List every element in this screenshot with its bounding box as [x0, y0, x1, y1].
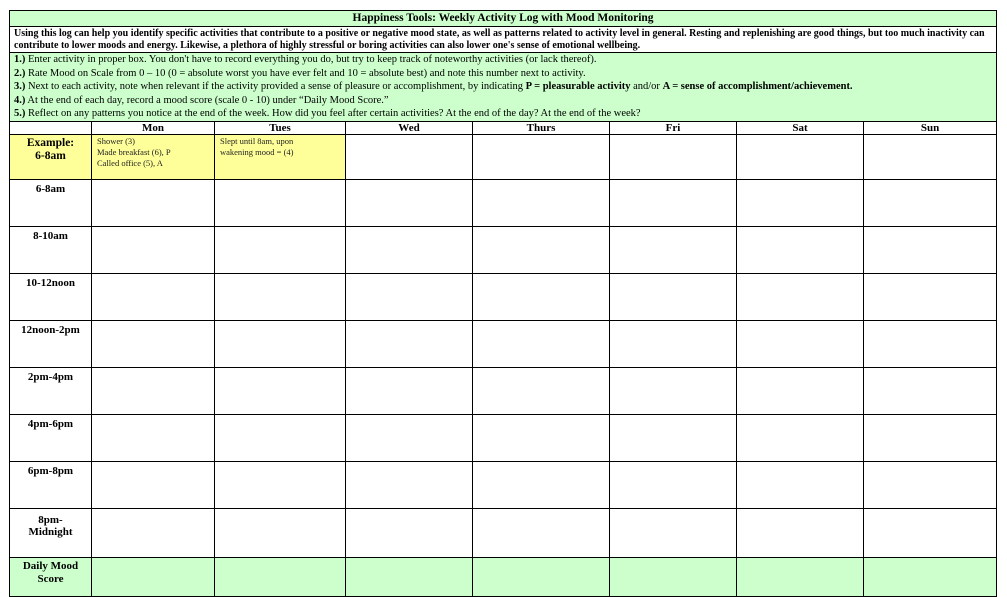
log-cell[interactable] — [610, 273, 737, 320]
mood-score-cell[interactable] — [610, 557, 737, 596]
instruction-5: 5.) Reflect on any patterns you notice at the end of the week. How did you feel after certain activities? At the end of the day? At the end of the week? — [14, 108, 641, 119]
day-header-fri: Fri — [610, 121, 737, 134]
example-thurs-cell[interactable] — [473, 134, 610, 179]
log-cell[interactable] — [737, 367, 864, 414]
log-cell[interactable] — [610, 226, 737, 273]
log-cell[interactable] — [737, 320, 864, 367]
log-cell[interactable] — [92, 320, 215, 367]
time-label: 6-8am — [10, 179, 92, 226]
daily-mood-label: Daily Mood Score — [10, 557, 92, 596]
instruction-3: 3.) Next to each activity, note when relevant if the activity provided a sense of pleasure or accomplishment, by indicating P = pleasurable activity and/or A = sense of accomplishment/achievement. — [14, 81, 853, 92]
example-mon-entry: Shower (3) Made breakfast (6), P Called office (5), A — [92, 134, 215, 179]
log-cell[interactable] — [864, 367, 997, 414]
log-cell[interactable] — [610, 414, 737, 461]
day-header-thurs: Thurs — [473, 121, 610, 134]
example-tues-entry: Slept until 8am, upon wakening mood = (4) — [215, 134, 346, 179]
time-row — [10, 414, 997, 461]
activity-log-sheet — [9, 10, 996, 597]
example-row — [10, 134, 997, 179]
log-cell[interactable] — [864, 273, 997, 320]
time-row — [10, 273, 997, 320]
instruction-1: 1.) Enter activity in proper box. You don't have to record everything you do, but try to keep track of noteworthy activities (or lack thereof). — [14, 54, 597, 65]
day-header-sun: Sun — [864, 121, 997, 134]
corner-cell — [10, 121, 92, 134]
log-cell[interactable] — [92, 508, 215, 557]
log-title: Happiness Tools: Weekly Activity Log with Mood Monitoring — [10, 11, 997, 27]
time-label: 2pm-4pm — [10, 367, 92, 414]
mood-score-cell[interactable] — [473, 557, 610, 596]
log-cell[interactable] — [215, 461, 346, 508]
log-cell[interactable] — [92, 226, 215, 273]
log-cell[interactable] — [737, 461, 864, 508]
example-sun-cell[interactable] — [864, 134, 997, 179]
example-sat-cell[interactable] — [737, 134, 864, 179]
day-header-tues: Tues — [215, 121, 346, 134]
log-cell[interactable] — [346, 461, 473, 508]
day-header-sat: Sat — [737, 121, 864, 134]
time-label: 12noon-2pm — [10, 320, 92, 367]
log-cell[interactable] — [864, 179, 997, 226]
log-cell[interactable] — [864, 414, 997, 461]
log-cell[interactable] — [737, 508, 864, 557]
log-cell[interactable] — [92, 414, 215, 461]
log-cell[interactable] — [215, 226, 346, 273]
log-cell[interactable] — [473, 273, 610, 320]
example-wed-cell[interactable] — [346, 134, 473, 179]
log-cell[interactable] — [610, 461, 737, 508]
log-cell[interactable] — [610, 367, 737, 414]
time-row — [10, 461, 997, 508]
log-cell[interactable] — [473, 226, 610, 273]
log-cell[interactable] — [215, 320, 346, 367]
mood-score-cell[interactable] — [92, 557, 215, 596]
example-fri-cell[interactable] — [610, 134, 737, 179]
log-cell[interactable] — [346, 367, 473, 414]
time-label: 8pm- Midnight — [10, 508, 92, 557]
time-label: 10-12noon — [10, 273, 92, 320]
log-cell[interactable] — [610, 179, 737, 226]
log-cell[interactable] — [92, 179, 215, 226]
log-cell[interactable] — [864, 226, 997, 273]
instruction-4: 4.) At the end of each day, record a mood score (scale 0 - 10) under “Daily Mood Score.” — [14, 94, 389, 106]
time-label: 8-10am — [10, 226, 92, 273]
time-row — [10, 367, 997, 414]
log-cell[interactable] — [737, 179, 864, 226]
intro-paragraph: Using this log can help you identify specific activities that contribute to a positive or negative mood state, as well as patterns related to activity level in general. Resting and replenishing are good things, but too much inactivity can contribute to lower moods and energy. Likewise, a plethora of highly stressful or boring activities can also lower one's sense of emotional wellbeing. — [10, 27, 997, 53]
log-cell[interactable] — [215, 273, 346, 320]
log-cell[interactable] — [92, 461, 215, 508]
time-row — [10, 226, 997, 273]
log-cell[interactable] — [215, 367, 346, 414]
log-cell[interactable] — [610, 508, 737, 557]
log-cell[interactable] — [346, 226, 473, 273]
log-cell[interactable] — [346, 414, 473, 461]
log-cell[interactable] — [473, 508, 610, 557]
time-row — [10, 508, 997, 557]
daily-mood-row — [10, 557, 997, 596]
log-cell[interactable] — [864, 461, 997, 508]
log-cell[interactable] — [864, 508, 997, 557]
mood-score-cell[interactable] — [737, 557, 864, 596]
log-cell[interactable] — [92, 367, 215, 414]
instruction-2: 2.) Rate Mood on Scale from 0 – 10 (0 = absolute worst you have ever felt and 10 = absolute best) and note this number next to activity. — [14, 67, 586, 79]
mood-score-cell[interactable] — [864, 557, 997, 596]
log-cell[interactable] — [215, 508, 346, 557]
day-header-wed: Wed — [346, 121, 473, 134]
log-cell[interactable] — [737, 414, 864, 461]
instructions-list — [10, 53, 997, 122]
log-cell[interactable] — [610, 320, 737, 367]
mood-score-cell[interactable] — [346, 557, 473, 596]
log-cell[interactable] — [346, 508, 473, 557]
log-cell[interactable] — [737, 273, 864, 320]
day-header-mon: Mon — [92, 121, 215, 134]
time-row — [10, 179, 997, 226]
log-cell[interactable] — [215, 414, 346, 461]
activity-log-table — [9, 10, 997, 597]
log-cell[interactable] — [92, 273, 215, 320]
log-cell[interactable] — [346, 273, 473, 320]
log-cell[interactable] — [473, 461, 610, 508]
log-cell[interactable] — [215, 179, 346, 226]
time-row — [10, 320, 997, 367]
log-cell[interactable] — [473, 320, 610, 367]
time-label: 6pm-8pm — [10, 461, 92, 508]
example-label: Example: 6-8am — [10, 134, 92, 179]
log-cell[interactable] — [346, 320, 473, 367]
log-cell[interactable] — [473, 367, 610, 414]
mood-score-cell[interactable] — [215, 557, 346, 596]
log-cell[interactable] — [346, 179, 473, 226]
time-label: 4pm-6pm — [10, 414, 92, 461]
log-cell[interactable] — [473, 414, 610, 461]
log-cell[interactable] — [473, 179, 610, 226]
log-cell[interactable] — [737, 226, 864, 273]
log-cell[interactable] — [864, 320, 997, 367]
